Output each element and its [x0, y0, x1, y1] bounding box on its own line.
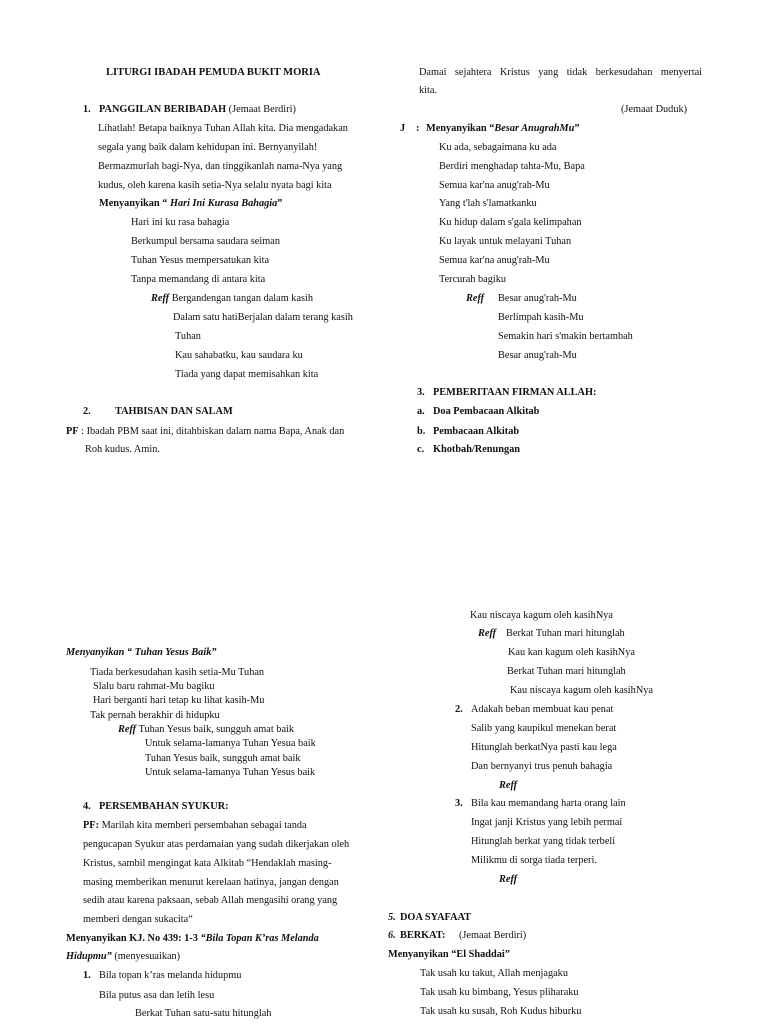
reff-text: Bergandengan tangan dalam kasih: [169, 293, 314, 304]
list-marker: b.: [417, 426, 426, 437]
kj-heading: [66, 932, 319, 945]
verse-number: 1.: [83, 970, 91, 981]
section-number: 4.: [83, 801, 91, 812]
verse-line: Dan bernyanyi trus penuh bahagia: [471, 761, 613, 772]
song-line: Tiada berkesudahan kasih setia-Mu Tuhan: [90, 667, 265, 678]
reff-label: Reff: [118, 724, 137, 735]
reff-line: Tuhan Yesus baik, sungguh amat baik: [145, 753, 301, 764]
song-heading-prefix: Menyanyikan “: [99, 198, 168, 209]
pf-line: memberi dengan sukacita“: [83, 914, 193, 925]
verse-line: Adakah beban membuat kau penat: [471, 704, 614, 715]
song-line: Semua kar'na anug'rah-Mu: [439, 255, 550, 266]
reff-line: Besar anug'rah-Mu: [498, 350, 577, 361]
list-marker: c.: [417, 444, 425, 455]
song-line: Berkumpul bersama saudara seiman: [131, 236, 280, 247]
j-colon: :: [416, 123, 420, 134]
pf-text: : Ibadah PBM saat ini, ditahbiskan dalam nama Bapa, Anak dan: [78, 426, 345, 437]
song-title: Besar AnugrahMu: [494, 123, 575, 134]
song-heading: [426, 122, 580, 135]
song-line: Hari berganti hari tetap ku lihat kasih-Mu: [93, 695, 265, 706]
verse-line: Ingat janji Kristus yang lebih permai: [471, 817, 623, 828]
section-number: 6.: [388, 930, 396, 941]
song-line: Tuhan Yesus mempersatukan kita: [131, 255, 270, 266]
salam-line: Damai sejahtera Kristus yang tidak berkesudahan menyertai: [419, 67, 702, 78]
reff-line: Untuk selama-lamanya Tuhan Yesus baik: [145, 767, 316, 778]
section-heading-tahbisan: TAHBISAN DAN SALAM: [115, 406, 233, 417]
paragraph-line: segala yang baik dalam kehidupan ini. Bernyanyilah!: [98, 142, 318, 153]
reff-line: Dalam satu hatiBerjalan dalam terang kasih: [173, 312, 353, 323]
list-item: Doa Pembacaan Alkitab: [433, 406, 540, 417]
section-number: 1.: [83, 104, 91, 115]
salam-line: kita.: [419, 85, 438, 96]
song-heading-prefix: Menyanyikan “: [66, 647, 135, 658]
song-line: Ku hidup dalam s'gala kelimpahan: [439, 217, 582, 228]
pf-line: Kristus, sambil mengingat kata Alkitab “Hendaklah masing-: [83, 858, 332, 869]
section-heading-panggilan: [99, 103, 296, 116]
reff-label: Reff: [466, 293, 485, 304]
song-heading: [66, 646, 217, 659]
reff-label: Reff: [499, 780, 518, 791]
reff-label: Reff: [151, 293, 170, 304]
song-line: Tak usah ku bimbang, Yesus pliharaku: [420, 987, 579, 998]
section-heading-persembahan: PERSEMBAHAN SYUKUR:: [99, 801, 229, 812]
kj-note: (menyesuaikan): [111, 951, 181, 962]
verse-number: 3.: [455, 798, 463, 809]
song-line: Yang t'lah s'lamatkanku: [439, 198, 537, 209]
verse-line: Bila kau memandang harta orang lain: [471, 798, 626, 809]
section-heading-firman: PEMBERITAAN FIRMAN ALLAH:: [433, 387, 597, 398]
section-heading-berkat: BERKAT:: [400, 930, 446, 941]
reff-line: [151, 292, 313, 305]
verse-number: 2.: [455, 704, 463, 715]
kj-title-cont: Hidupmu”: [66, 951, 112, 962]
document-title: LITURGI IBADAH PEMUDA BUKIT MORIA: [106, 67, 321, 78]
pf-line: Roh kudus. Amin.: [85, 444, 160, 455]
jemaat-duduk-note: (Jemaat Duduk): [621, 104, 688, 115]
verse-line: Berkat Tuhan satu-satu hitunglah: [135, 1008, 272, 1019]
song-heading: [99, 197, 282, 210]
pf-line: pengucapan Syukur atas perdamaian yang sudah dikerjakan oleh: [83, 839, 350, 850]
reff-label: Reff: [499, 874, 518, 885]
kj-prefix: Menyanyikan KJ. No 439: 1-3: [66, 933, 201, 944]
pf-line: masing memberikan menurut kerelaan hatinya, jangan dengan: [83, 877, 339, 888]
pf-line: [83, 819, 307, 832]
song-heading-suffix: ”: [211, 647, 217, 658]
reff-line: Tiada yang dapat memisahkan kita: [175, 369, 319, 380]
reff-line: Semakin hari s'makin bertambah: [498, 331, 633, 342]
song-line: Tercurah bagiku: [439, 274, 507, 285]
song-heading-suffix: ”: [574, 123, 580, 134]
reff-text: Tuhan Yesus baik, sungguh amat baik: [136, 724, 295, 735]
kj-heading-cont: [66, 950, 180, 963]
j-label: J: [400, 123, 406, 134]
verse-line: Hitunglah berkat yang tidak terbeli: [471, 836, 616, 847]
song-line: Ku layak untuk melayani Tuhan: [439, 236, 572, 247]
verse-line: Bila topan k’ras melanda hidupmu: [99, 970, 242, 981]
song-line: Slalu baru rahmat-Mu bagiku: [93, 681, 215, 692]
reff-label: Reff: [478, 628, 497, 639]
song-line: Hari ini ku rasa bahagia: [131, 217, 230, 228]
section-number: 3.: [417, 387, 425, 398]
reff-line: Besar anug'rah-Mu: [498, 293, 577, 304]
song-line: Semua kar'na anug'rah-Mu: [439, 180, 550, 191]
verse-line: Hitunglah berkatNya pasti kau lega: [471, 742, 617, 753]
list-item: Pembacaan Alkitab: [433, 426, 520, 437]
song-line: Tanpa memandang di antara kita: [131, 274, 266, 285]
reff-line: [118, 723, 294, 736]
reff-line: Untuk selama-lamanya Tuhan Yesua baik: [145, 738, 316, 749]
verse-line: Bila putus asa dan letih lesu: [99, 990, 215, 1001]
reff-line: Kau niscaya kagum oleh kasihNya: [510, 685, 653, 696]
list-item: Khotbah/Renungan: [433, 444, 520, 455]
reff-line: Kau niscaya kagum oleh kasihNya: [470, 610, 613, 621]
reff-line: Berlimpah kasih-Mu: [498, 312, 584, 323]
list-marker: a.: [417, 406, 425, 417]
reff-line: Berkat Tuhan mari hitunglah: [506, 628, 625, 639]
song-line: Tak usah ku takut, Allah menjagaku: [420, 968, 568, 979]
song-heading-prefix: Menyanyikan “: [426, 123, 495, 134]
pf-text: Marilah kita memberi persembahan sebagai tanda: [99, 820, 307, 831]
section-number: 2.: [83, 406, 91, 417]
reff-line: Tuhan: [175, 331, 201, 342]
pf-line: sedih atau karena paksaan, sebab Allah mengasihi orang yang: [83, 895, 338, 906]
song-line: Tak pernah berakhir di hidupku: [90, 710, 220, 721]
heading-note: (Jemaat Berdiri): [459, 930, 527, 941]
song-line: Ku ada, sebagaimana ku ada: [439, 142, 557, 153]
pf-line: [66, 425, 344, 438]
song-title: Hari Ini Kurasa Bahagia: [167, 198, 278, 209]
paragraph-line: Lihatlah! Betapa baiknya Tuhan Allah kita. Dia mengadakan: [98, 123, 348, 134]
verse-line: Milikmu di sorga tiada terperi.: [471, 855, 597, 866]
paragraph-line: kudus, oleh karena kasih setia-Nya selalu nyata bagi kita: [98, 180, 332, 191]
pf-label: PF: [66, 426, 79, 437]
song-line: Tak usah ku susah, Roh Kudus hiburku: [420, 1006, 582, 1017]
reff-line: Kau kan kagum oleh kasihNya: [508, 647, 635, 658]
section-heading-doa-syafaat: DOA SYAFAAT: [400, 912, 472, 923]
paragraph-line: Bermazmurlah bagi-Nya, dan tinggikanlah nama-Nya yang: [98, 161, 343, 172]
song-line: Berdiri menghadap tahta-Mu, Bapa: [439, 161, 585, 172]
section-number: 5.: [388, 912, 396, 923]
heading-text: PANGGILAN BERIBADAH: [99, 104, 227, 115]
reff-line: Berkat Tuhan mari hitunglah: [507, 666, 626, 677]
reff-line: Kau sahabatku, kau saudara ku: [175, 350, 303, 361]
song-title: Tuhan Yesus Baik: [134, 647, 212, 658]
heading-note: (Jemaat Berdiri): [226, 104, 296, 115]
song-heading-suffix: ”: [277, 198, 283, 209]
kj-title: “Bila Topan K’ras Melanda: [200, 933, 319, 944]
verse-line: Salib yang kaupikul menekan berat: [471, 723, 617, 734]
pf-label: PF:: [83, 820, 100, 831]
song-heading: Menyanyikan “El Shaddai”: [388, 949, 510, 960]
